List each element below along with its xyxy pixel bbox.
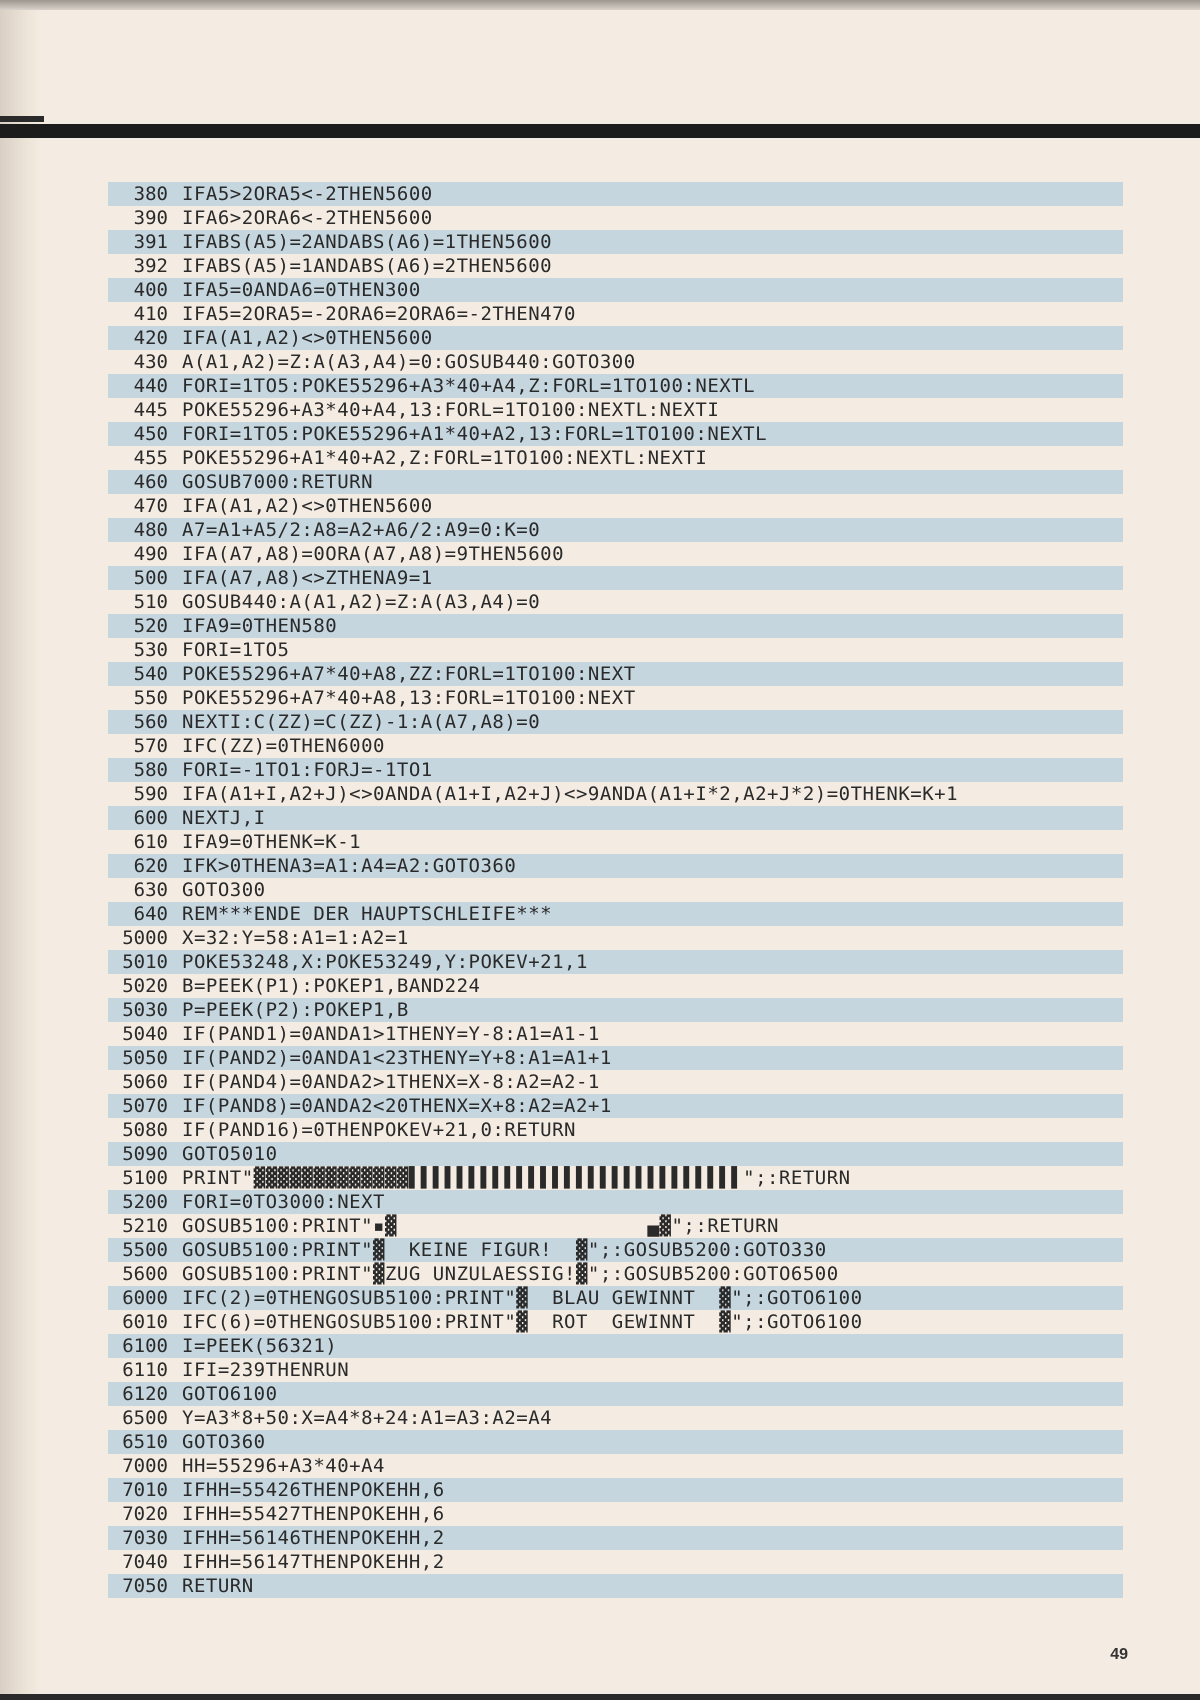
code-line (108, 1550, 1123, 1574)
code-statement: IFHH=56147THENPOKEHH,2 (182, 1551, 445, 1573)
code-line (108, 782, 1123, 806)
line-number: 530 (133, 639, 168, 661)
line-number: 450 (133, 423, 168, 445)
line-number: 520 (133, 615, 168, 637)
code-line (108, 518, 1123, 542)
line-number: 510 (133, 591, 168, 613)
code-statement: GOSUB440:A(A1,A2)=Z:A(A3,A4)=0 (182, 591, 541, 613)
code-statement: IFA(A1,A2)<>0THEN5600 (182, 495, 433, 517)
code-line (108, 230, 1123, 254)
code-line (108, 326, 1123, 350)
code-statement: IFA(A7,A8)<>ZTHENA9=1 (182, 567, 433, 589)
code-line (108, 254, 1123, 278)
code-line (108, 590, 1123, 614)
code-statement: B=PEEK(P1):POKEP1,BAND224 (182, 975, 481, 997)
code-statement: IFA5=0ANDA6=0THEN300 (182, 279, 421, 301)
code-statement: I=PEEK(56321) (182, 1335, 338, 1357)
code-line (108, 542, 1123, 566)
code-statement: A(A1,A2)=Z:A(A3,A4)=0:GOSUB440:GOTO300 (182, 351, 636, 373)
code-statement: IFHH=56146THENPOKEHH,2 (182, 1527, 445, 1549)
code-line (108, 854, 1123, 878)
code-line (108, 926, 1123, 950)
code-statement: POKE55296+A3*40+A4,13:FORL=1TO100:NEXTL:NEXTI (182, 399, 720, 421)
line-number: 540 (133, 663, 168, 685)
code-statement: HH=55296+A3*40+A4 (182, 1455, 385, 1477)
code-statement: IF(PAND1)=0ANDA1>1THENY=Y-8:A1=A1-1 (182, 1023, 600, 1045)
code-line (108, 566, 1123, 590)
line-number: 550 (133, 687, 168, 709)
line-number: 5010 (122, 951, 168, 973)
line-number: 600 (133, 807, 168, 829)
line-number: 430 (133, 351, 168, 373)
line-number: 7050 (122, 1575, 168, 1597)
code-line (108, 302, 1123, 326)
page-gutter-shadow (0, 0, 42, 1700)
code-line (108, 1310, 1123, 1334)
line-number: 5030 (122, 999, 168, 1021)
line-number: 5100 (122, 1167, 168, 1189)
code-statement: IFHH=55427THENPOKEHH,6 (182, 1503, 445, 1525)
code-line (108, 806, 1123, 830)
line-number: 392 (133, 255, 168, 277)
code-statement: IFC(2)=0THENGOSUB5100:PRINT"▓ BLAU GEWINNT ▓";:GOTO6100 (182, 1287, 863, 1309)
line-number: 5200 (122, 1191, 168, 1213)
code-statement: GOSUB5100:PRINT"▓ KEINE FIGUR! ▓";:GOSUB5200:GOTO330 (182, 1239, 827, 1261)
line-number: 390 (133, 207, 168, 229)
code-statement: NEXTI:C(ZZ)=C(ZZ)-1:A(A7,A8)=0 (182, 711, 541, 733)
top-edge (0, 0, 1200, 10)
code-line (108, 1238, 1123, 1262)
code-line (108, 686, 1123, 710)
page-number: 49 (1110, 1646, 1128, 1663)
code-line (108, 470, 1123, 494)
code-line (108, 1094, 1123, 1118)
code-statement: IFK>0THENA3=A1:A4=A2:GOTO360 (182, 855, 517, 877)
code-statement: IFC(ZZ)=0THEN6000 (182, 735, 385, 757)
page-header-rule (0, 124, 1200, 138)
line-number: 460 (133, 471, 168, 493)
code-line (108, 662, 1123, 686)
code-line (108, 974, 1123, 998)
code-statement: IF(PAND8)=0ANDA2<20THENX=X+8:A2=A2+1 (182, 1095, 612, 1117)
code-line (108, 1190, 1123, 1214)
code-statement: GOTO6100 (182, 1383, 278, 1405)
code-line (108, 350, 1123, 374)
code-line (108, 1142, 1123, 1166)
line-number: 560 (133, 711, 168, 733)
code-statement: X=32:Y=58:A1=1:A2=1 (182, 927, 409, 949)
code-statement: FORI=1TO5:POKE55296+A3*40+A4,Z:FORL=1TO100:NEXTL (182, 375, 756, 397)
line-number: 5080 (122, 1119, 168, 1141)
code-line (108, 1070, 1123, 1094)
line-number: 610 (133, 831, 168, 853)
line-number: 5050 (122, 1047, 168, 1069)
line-number: 6120 (122, 1383, 168, 1405)
code-line (108, 182, 1123, 206)
code-line (108, 278, 1123, 302)
bottom-edge (0, 1694, 1200, 1700)
code-statement: IFABS(A5)=2ANDABS(A6)=1THEN5600 (182, 231, 553, 253)
line-number: 490 (133, 543, 168, 565)
line-number: 400 (133, 279, 168, 301)
code-line (108, 710, 1123, 734)
code-statement: IFA(A1,A2)<>0THEN5600 (182, 327, 433, 349)
line-number: 5020 (122, 975, 168, 997)
line-number: 5600 (122, 1263, 168, 1285)
code-line (108, 758, 1123, 782)
code-line (108, 374, 1123, 398)
code-statement: GOSUB7000:RETURN (182, 471, 374, 493)
code-line (108, 422, 1123, 446)
line-number: 590 (133, 783, 168, 805)
line-number: 5000 (122, 927, 168, 949)
code-line (108, 1382, 1123, 1406)
code-line (108, 1022, 1123, 1046)
line-number: 7040 (122, 1551, 168, 1573)
line-number: 5060 (122, 1071, 168, 1093)
code-statement: POKE53248,X:POKE53249,Y:POKEV+21,1 (182, 951, 588, 973)
code-line (108, 734, 1123, 758)
code-line (108, 1046, 1123, 1070)
line-number: 455 (133, 447, 168, 469)
line-number: 6000 (122, 1287, 168, 1309)
line-number: 440 (133, 375, 168, 397)
line-number: 5500 (122, 1239, 168, 1261)
code-line (108, 1574, 1123, 1598)
code-statement: POKE55296+A1*40+A2,Z:FORL=1TO100:NEXTL:NEXTI (182, 447, 708, 469)
code-line (108, 446, 1123, 470)
code-statement: IFA5=2ORA5=-2ORA6=2ORA6=-2THEN470 (182, 303, 576, 325)
code-statement: FORI=0TO3000:NEXT (182, 1191, 385, 1213)
code-statement: POKE55296+A7*40+A8,13:FORL=1TO100:NEXT (182, 687, 636, 709)
code-line (108, 998, 1123, 1022)
code-statement: IF(PAND16)=0THENPOKEV+21,0:RETURN (182, 1119, 576, 1141)
line-number: 5070 (122, 1095, 168, 1117)
code-statement: GOTO5010 (182, 1143, 278, 1165)
code-line (108, 1502, 1123, 1526)
code-statement: IFA(A7,A8)=0ORA(A7,A8)=9THEN5600 (182, 543, 565, 565)
code-statement: GOSUB5100:PRINT"▓ZUG UNZULAESSIG!▓";:GOSUB5200:GOTO6500 (182, 1263, 839, 1285)
code-line (108, 614, 1123, 638)
line-number: 6510 (122, 1431, 168, 1453)
code-statement: REM***ENDE DER HAUPTSCHLEIFE*** (182, 903, 553, 925)
code-line (108, 638, 1123, 662)
code-statement: FORI=-1TO1:FORJ=-1TO1 (182, 759, 433, 781)
code-statement: IFABS(A5)=1ANDABS(A6)=2THEN5600 (182, 255, 553, 277)
line-number: 6110 (122, 1359, 168, 1381)
code-statement: Y=A3*8+50:X=A4*8+24:A1=A3:A2=A4 (182, 1407, 553, 1429)
line-number: 480 (133, 519, 168, 541)
code-line (108, 830, 1123, 854)
code-line (108, 1406, 1123, 1430)
line-number: 640 (133, 903, 168, 925)
code-line (108, 1118, 1123, 1142)
code-line (108, 398, 1123, 422)
code-line (108, 1166, 1123, 1190)
basic-listing (108, 182, 1123, 1598)
line-number: 5210 (122, 1215, 168, 1237)
code-line (108, 1334, 1123, 1358)
line-number: 380 (133, 183, 168, 205)
line-number: 391 (133, 231, 168, 253)
code-line (108, 1262, 1123, 1286)
code-statement: FORI=1TO5 (182, 639, 290, 661)
code-statement: A7=A1+A5/2:A8=A2+A6/2:A9=0:K=0 (182, 519, 541, 541)
code-statement: GOTO300 (182, 879, 266, 901)
code-line (108, 1454, 1123, 1478)
code-statement: IFHH=55426THENPOKEHH,6 (182, 1479, 445, 1501)
line-number: 6500 (122, 1407, 168, 1429)
code-statement: IFA9=0THENK=K-1 (182, 831, 362, 853)
code-statement: NEXTJ,I (182, 807, 266, 829)
code-statement: GOTO360 (182, 1431, 266, 1453)
code-statement: IFI=239THENRUN (182, 1359, 350, 1381)
line-number: 470 (133, 495, 168, 517)
line-number: 620 (133, 855, 168, 877)
line-number: 570 (133, 735, 168, 757)
gutter-rule (0, 116, 44, 122)
line-number: 5040 (122, 1023, 168, 1045)
code-statement: IF(PAND2)=0ANDA1<23THENY=Y+8:A1=A1+1 (182, 1047, 612, 1069)
code-line (108, 1286, 1123, 1310)
code-line (108, 878, 1123, 902)
code-statement: IFA(A1+I,A2+J)<>0ANDA(A1+I,A2+J)<>9ANDA(A1+I*2,A2+J*2)=0THENK=K+1 (182, 783, 959, 805)
line-number: 6010 (122, 1311, 168, 1333)
code-statement: IFA6>2ORA6<-2THEN5600 (182, 207, 433, 229)
line-number: 7020 (122, 1503, 168, 1525)
line-number: 6100 (122, 1335, 168, 1357)
line-number: 7010 (122, 1479, 168, 1501)
code-statement: IF(PAND4)=0ANDA2>1THENX=X-8:A2=A2-1 (182, 1071, 600, 1093)
code-statement: P=PEEK(P2):POKEP1,B (182, 999, 409, 1021)
line-number: 500 (133, 567, 168, 589)
code-statement: FORI=1TO5:POKE55296+A1*40+A2,13:FORL=1TO100:NEXTL (182, 423, 768, 445)
line-number: 630 (133, 879, 168, 901)
line-number: 5090 (122, 1143, 168, 1165)
code-statement: PRINT"▓▓▓▓▓▓▓▓▓▓▓▓▓▌▌▌▌▌▌▌▌▌▌▌▌▌▌▌▌▌▌▌▌▌▌▌▌▌▌▌▌";:RETURN (182, 1167, 851, 1189)
code-line (108, 950, 1123, 974)
code-line (108, 1478, 1123, 1502)
line-number: 445 (133, 399, 168, 421)
code-statement: GOSUB5100:PRINT"▪▓ ▄▓";:RETURN (182, 1215, 779, 1237)
line-number: 7000 (122, 1455, 168, 1477)
code-line (108, 902, 1123, 926)
line-number: 410 (133, 303, 168, 325)
code-statement: RETURN (182, 1575, 254, 1597)
code-statement: IFA9=0THEN580 (182, 615, 338, 637)
code-line (108, 1526, 1123, 1550)
code-statement: POKE55296+A7*40+A8,ZZ:FORL=1TO100:NEXT (182, 663, 636, 685)
line-number: 580 (133, 759, 168, 781)
code-line (108, 1430, 1123, 1454)
code-statement: IFA5>2ORA5<-2THEN5600 (182, 183, 433, 205)
code-line (108, 494, 1123, 518)
line-number: 7030 (122, 1527, 168, 1549)
code-line (108, 1214, 1123, 1238)
code-line (108, 1358, 1123, 1382)
code-line (108, 206, 1123, 230)
line-number: 420 (133, 327, 168, 349)
code-statement: IFC(6)=0THENGOSUB5100:PRINT"▓ ROT GEWINNT ▓";:GOTO6100 (182, 1311, 863, 1333)
